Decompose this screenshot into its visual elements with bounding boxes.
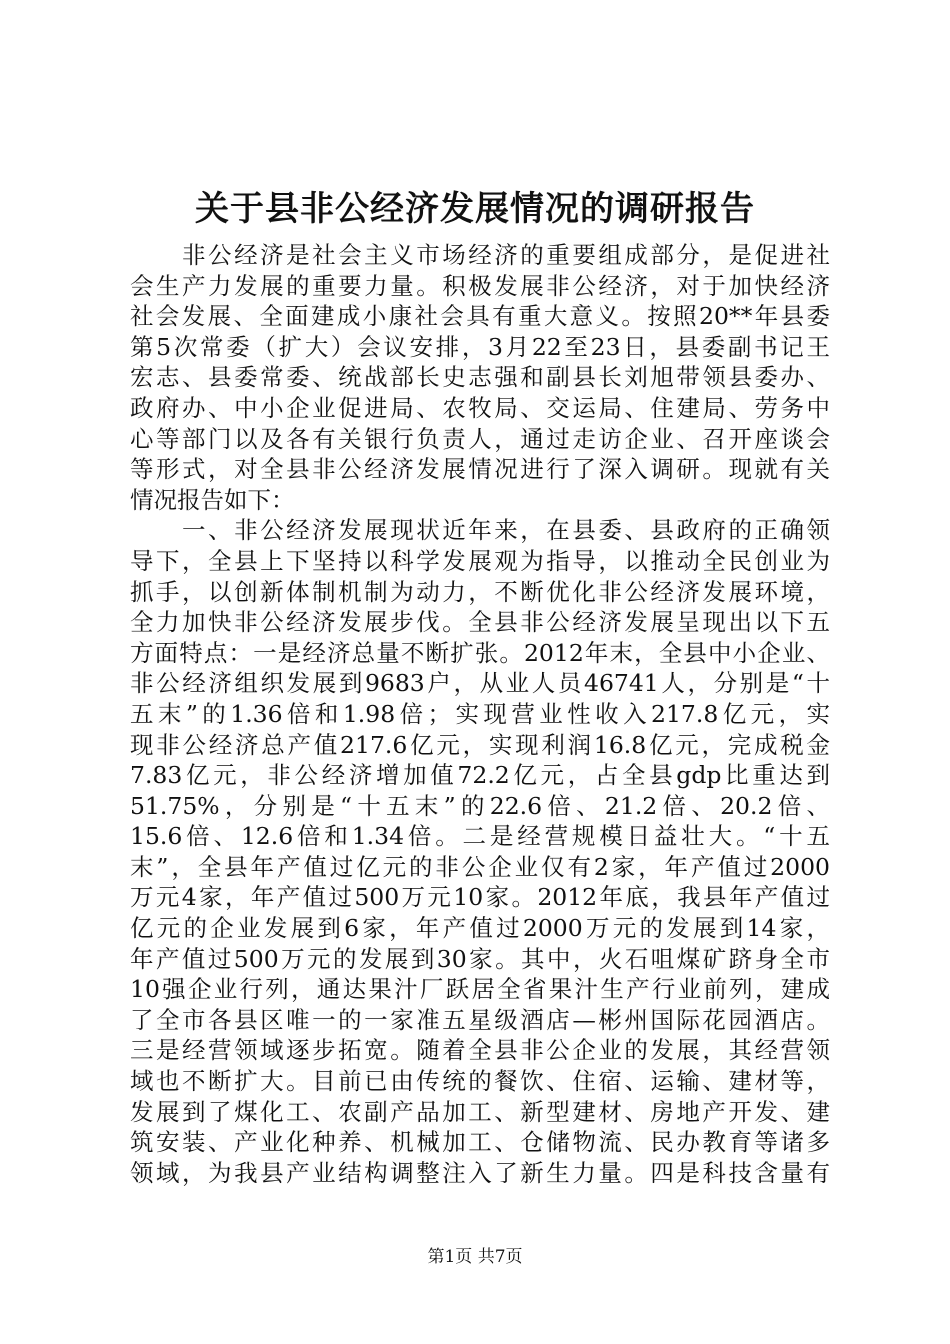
body-line: 三是经营领域逐步拓宽。随着全县非公企业的发展，其经营领	[130, 1036, 830, 1065]
body-line: 15.6倍、12.6倍和1.34倍。二是经营规模日益壮大。“十五	[130, 822, 830, 851]
body-line: 心等部门以及各有关银行负责人，通过走访企业、召开座谈会	[130, 424, 830, 453]
body-line: 非公经济是社会主义市场经济的重要组成部分，是促进社	[130, 241, 830, 269]
body-line: 发展到了煤化工、农副产品加工、新型建材、房地产开发、建	[130, 1097, 830, 1126]
body-line: 第5次常委（扩大）会议安排，3月22至23日，县委副书记王	[130, 332, 830, 361]
body-line: 年产值过500万元的发展到30家。其中，火石咀煤矿跻身全市	[130, 944, 830, 973]
body-line: 筑安装、产业化种养、机械加工、仓储物流、民办教育等诸多	[130, 1128, 830, 1157]
body-line: 会生产力发展的重要力量。积极发展非公经济，对于加快经济	[130, 271, 830, 300]
body-line: 现非公经济总产值217.6亿元，实现利润16.8亿元，完成税金	[130, 730, 830, 759]
document-title: 关于县非公经济发展情况的调研报告	[195, 189, 755, 229]
body-line: 情况报告如下：	[130, 485, 295, 514]
body-line: 等形式，对全县非公经济发展情况进行了深入调研。现就有关	[130, 455, 830, 484]
body-line: 宏志、县委常委、统战部长史志强和副县长刘旭带领县委办、	[130, 363, 830, 392]
body-line: 7.83亿元，非公经济增加值72.2亿元，占全县gdp比重达到	[130, 761, 830, 790]
body-line: 全力加快非公经济发展步伐。全县非公经济发展呈现出以下五	[130, 608, 830, 637]
body-line: 一、非公经济发展现状近年来，在县委、县政府的正确领	[130, 516, 830, 545]
body-line: 亿元的企业发展到6家，年产值过2000万元的发展到14家，	[130, 914, 830, 943]
body-line: 10强企业行列，通达果汁厂跃居全省果汁生产行业前列，建成	[130, 975, 830, 1004]
body-line: 域也不断扩大。目前已由传统的餐饮、住宿、运输、建材等，	[130, 1067, 830, 1096]
body-line: 非公经济组织发展到9683户，从业人员46741人，分别是“十	[130, 669, 830, 698]
body-line: 导下，全县上下坚持以科学发展观为指导，以推动全民创业为	[130, 546, 830, 575]
page-footer: 第1页 共7页	[427, 1247, 523, 1267]
body-line: 方面特点：一是经济总量不断扩张。2012年末，全县中小企业、	[130, 638, 830, 667]
document-body	[130, 240, 830, 1188]
body-line: 五末”的1.36倍和1.98倍；实现营业性收入217.8亿元，实	[130, 699, 830, 728]
body-line: 政府办、中小企业促进局、农牧局、交运局、住建局、劳务中	[130, 393, 830, 422]
body-line: 末”，全县年产值过亿元的非公企业仅有2家，年产值过2000	[130, 852, 830, 881]
body-line: 领域，为我县产业结构调整注入了新生力量。四是科技含量有	[130, 1158, 830, 1187]
body-line: 抓手，以创新体制机制为动力，不断优化非公经济发展环境，	[130, 577, 830, 606]
body-line: 万元4家，年产值过500万元10家。2012年底，我县年产值过	[130, 883, 830, 912]
body-line: 了全市各县区唯一的一家准五星级酒店—彬州国际花园酒店。	[130, 1005, 830, 1034]
body-line: 51.75%，分别是“十五末”的22.6倍、21.2倍、20.2倍、	[130, 791, 830, 820]
body-line: 社会发展、全面建成小康社会具有重大意义。按照20**年县委	[130, 302, 830, 331]
